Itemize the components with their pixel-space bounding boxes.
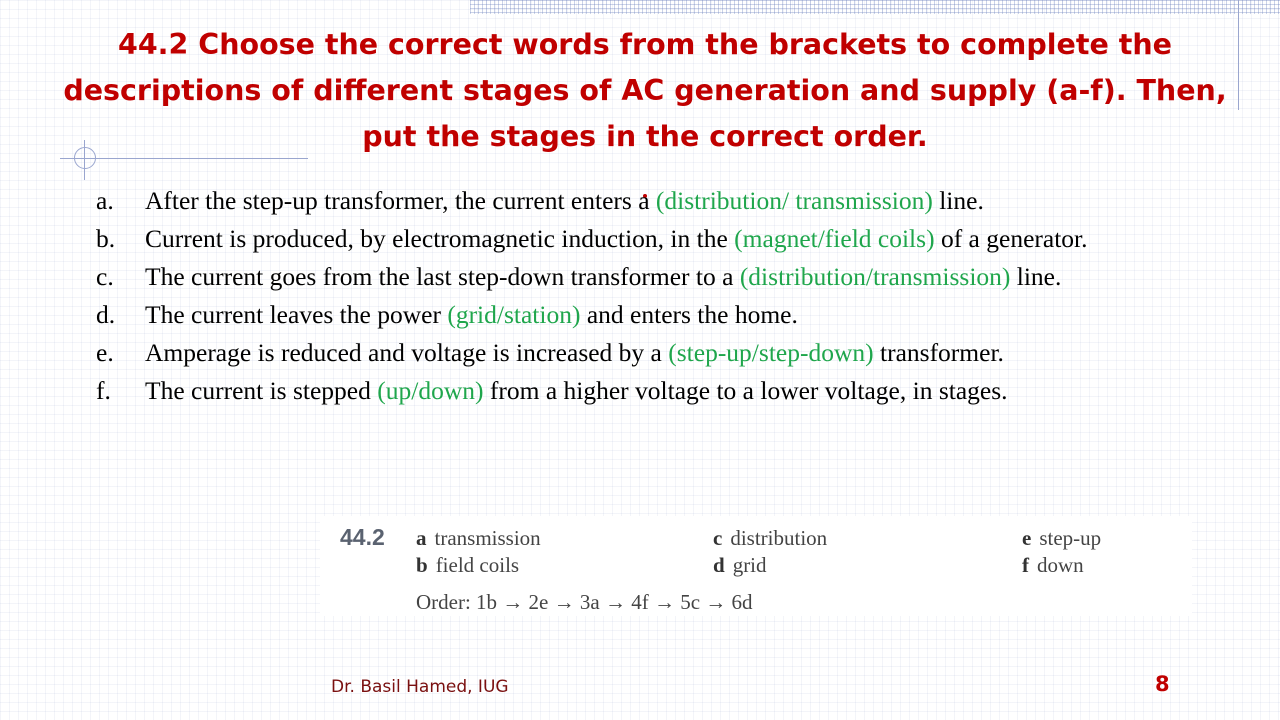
- item-choice: (up/down): [377, 376, 484, 405]
- item-text-before: The current leaves the power: [145, 300, 448, 329]
- item-text: [145, 182, 1238, 220]
- item-letter: c.: [96, 262, 114, 291]
- item-text: [145, 258, 1238, 296]
- answer-letter: e: [1022, 526, 1032, 550]
- item-text-after: line.: [932, 186, 984, 215]
- exercise-item: [96, 334, 1238, 372]
- item-text-before: After the step-up transformer, the current enters a: [145, 186, 656, 215]
- answer-text: step-up: [1039, 526, 1102, 550]
- exercise-item: [96, 182, 1238, 220]
- answer-key-image: [320, 516, 1192, 616]
- footer-author: Dr. Basil Hamed, IUG: [331, 677, 509, 697]
- item-text-before: Current is produced, by electromagnetic induction, in the: [145, 224, 735, 253]
- answer-entry: [416, 553, 519, 578]
- item-text: [145, 372, 1238, 410]
- item-text-after: and enters the home.: [580, 300, 798, 329]
- answer-text: distribution: [730, 526, 828, 550]
- item-text-after: from a higher voltage to a lower voltage, in stages.: [483, 376, 1008, 405]
- item-text-after: of a generator.: [934, 224, 1088, 253]
- answer-letter: a: [416, 526, 427, 550]
- item-choice: (magnet/field coils): [734, 224, 935, 253]
- item-letter: d.: [96, 300, 116, 329]
- exercise-item: [96, 372, 1238, 410]
- answer-key-number: 44.2: [340, 524, 385, 550]
- item-choice: (distribution/ transmission): [655, 186, 933, 215]
- answer-text: transmission: [434, 526, 541, 550]
- answer-entry: [1022, 553, 1084, 578]
- exercise-list: [96, 182, 1238, 410]
- item-text-after: line.: [1010, 262, 1062, 291]
- item-choice: (distribution/transmission): [739, 262, 1011, 291]
- item-text-before: Amperage is reduced and voltage is increased by a: [145, 338, 669, 367]
- answer-letter: f: [1022, 553, 1029, 577]
- item-text-after: transformer.: [873, 338, 1004, 367]
- item-choice: (grid/station): [447, 300, 581, 329]
- item-text-before: The current is stepped: [145, 376, 378, 405]
- page-number: 8: [1155, 672, 1170, 696]
- item-text: [145, 296, 1238, 334]
- item-text: [145, 334, 1238, 372]
- answer-text: grid: [732, 553, 767, 577]
- slide-title: [40, 22, 1250, 160]
- exercise-item: [96, 220, 1238, 258]
- item-letter: e.: [96, 338, 114, 367]
- answer-letter: c: [713, 526, 723, 550]
- item-text: [145, 220, 1238, 258]
- title-number: 44.2: [118, 28, 189, 61]
- item-text-before: The current goes from the last step-down transformer to a: [145, 262, 740, 291]
- item-letter: f.: [96, 376, 111, 405]
- title-text: Choose the correct words from the brackets to complete the descriptions of different stages of AC generation and supply (a-f). Then, put the stages in the correct order.: [63, 28, 1227, 153]
- item-letter: a.: [96, 186, 114, 215]
- answer-letter: b: [416, 553, 428, 577]
- answer-order: Order: 1b → 2e → 3a → 4f → 5c → 6d: [416, 590, 753, 614]
- answer-letter: d: [713, 553, 725, 577]
- item-letter: b.: [96, 224, 116, 253]
- answer-text: field coils: [435, 553, 520, 577]
- answer-entry: [713, 526, 827, 551]
- exercise-item: [96, 258, 1238, 296]
- decorative-top-band: [470, 0, 1280, 14]
- answer-entry: [416, 526, 541, 551]
- exercise-item: [96, 296, 1238, 334]
- answer-text: down: [1037, 553, 1084, 577]
- answer-entry: [1022, 526, 1101, 551]
- item-choice: (step-up/step-down): [668, 338, 874, 367]
- answer-entry: [713, 553, 767, 578]
